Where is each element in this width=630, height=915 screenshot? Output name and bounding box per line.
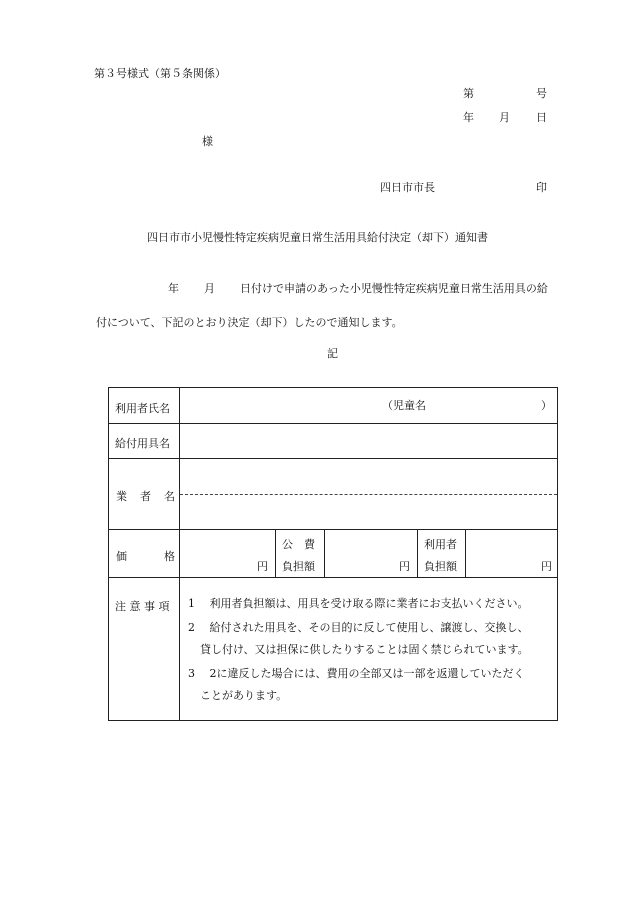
price-label-cell: [109, 530, 180, 578]
note-3: 3 2に違反した場合には、費用の全部又は一部を返還していただく: [188, 667, 525, 680]
child-name-close: ）: [541, 399, 552, 412]
benefit-table: [108, 387, 558, 721]
public-burden-yen: 円: [399, 560, 410, 573]
notes-cell: [180, 578, 558, 721]
vendor-label-char-3: 名: [164, 490, 175, 503]
table-row-item: [109, 424, 558, 459]
recipient-suffix: 様: [202, 135, 213, 148]
date-day: 日: [536, 111, 547, 124]
body-month: 月: [204, 282, 215, 295]
date-year: 年: [463, 111, 474, 124]
user-name-label: 利用者氏名: [115, 402, 170, 415]
table-row-vendor: [109, 459, 558, 530]
note-1: 1 利用者負担額は、用具を受け取る際に業者にお支払いください。: [188, 597, 529, 610]
vendor-label-char-2: 者: [140, 490, 151, 503]
price-label-char-1: 価: [116, 550, 127, 563]
table-row-notes: [109, 578, 558, 721]
doc-number-suffix: 号: [536, 87, 547, 100]
vendor-value-cell: [180, 459, 558, 530]
vendor-dashed-divider: [180, 494, 557, 495]
public-burden-label-bottom: 負担額: [282, 560, 315, 573]
note-3-cont: ことがあります。: [200, 689, 288, 702]
ki-label: 記: [327, 347, 338, 360]
child-name-label: （児童名: [382, 399, 426, 412]
body-year: 年: [168, 282, 179, 295]
seal-mark: 印: [536, 181, 547, 194]
body-line2: 付について、下記のとおり決定（却下）したので通知します。: [96, 316, 403, 329]
user-burden-label-bottom: 負担額: [424, 560, 457, 573]
body-line1-rest: 日付けで申請のあった小児慢性特定疾病児童日常生活用具の給: [240, 282, 548, 295]
table-row-user-name: [109, 388, 558, 424]
vendor-label-cell: [109, 459, 180, 530]
date-month: 月: [499, 111, 510, 124]
item-value-cell: [180, 424, 558, 459]
note-2: 2 給付された用具を、その目的に反して使用し、譲渡し、交換し、: [188, 621, 529, 634]
user-burden-yen: 円: [541, 560, 552, 573]
item-label-cell: [109, 424, 180, 459]
form-number: 第３号様式（第５条関係）: [94, 67, 226, 80]
public-burden-label-top: 公 費: [282, 538, 315, 551]
price-label-char-2: 格: [164, 550, 175, 563]
document-title: 四日市市小児慢性特定疾病児童日常生活用具給付決定（却下）通知書: [147, 231, 488, 244]
issuer-name: 四日市市長: [380, 181, 435, 194]
user-burden-label-top: 利用者: [424, 538, 457, 551]
user-name-label-cell: [109, 388, 180, 424]
price-values-cell: [180, 530, 558, 578]
table-row-price: [109, 530, 558, 578]
note-2-cont: 貸し付け、又は担保に供したりすることは固く禁じられています。: [200, 643, 529, 656]
item-label: 給付用具名: [115, 437, 170, 450]
notes-label-cell: [109, 578, 180, 721]
notes-label: 注 意 事 項: [115, 600, 170, 613]
doc-number-prefix: 第: [463, 87, 474, 100]
vendor-label-char-1: 業: [116, 490, 127, 503]
user-name-value-cell: [180, 388, 558, 424]
total-price-yen: 円: [257, 560, 268, 573]
